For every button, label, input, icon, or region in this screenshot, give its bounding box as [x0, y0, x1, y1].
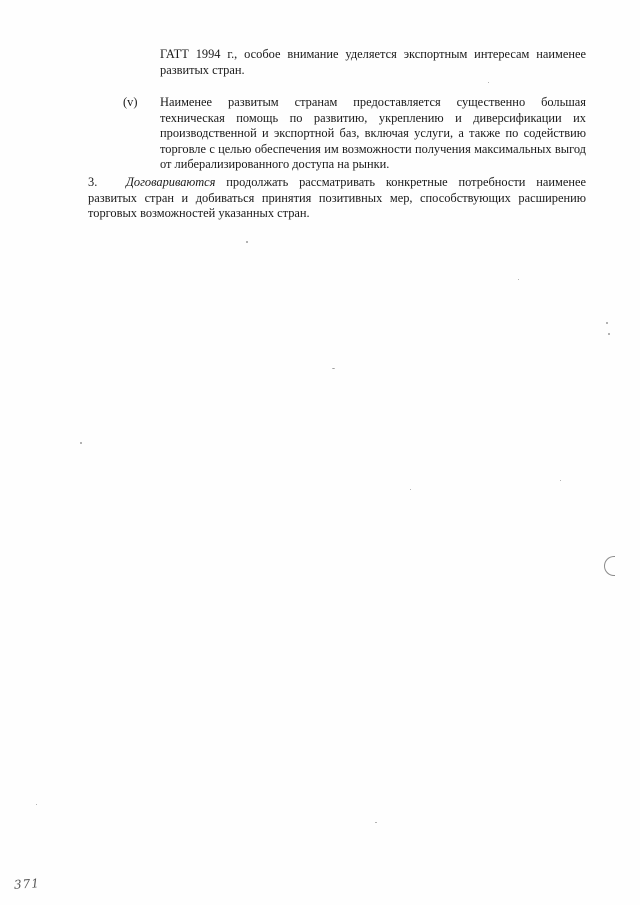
scan-artifact-mark — [604, 556, 615, 576]
scan-speck — [518, 279, 519, 280]
scan-speck — [606, 322, 608, 324]
handwritten-page-number: 371 — [13, 876, 41, 892]
scan-speck — [246, 241, 248, 243]
paragraph-lead-word: Договариваются — [126, 175, 216, 189]
paragraph-body: продолжать рассматривать конкретные потребности наименее развитых стран и добиваться принятия позитивных мер, способствующих расширению торговых возможностей указанных стран. — [88, 175, 586, 220]
item-marker: (v) — [123, 95, 138, 109]
paragraph-number: 3. — [88, 175, 98, 189]
scan-speck — [410, 489, 411, 490]
paragraph-3 — [88, 175, 586, 222]
scan-speck — [560, 480, 561, 481]
scan-speck — [36, 804, 37, 805]
scan-speck — [488, 82, 489, 83]
scan-speck — [375, 822, 377, 823]
scan-speck — [80, 442, 82, 444]
item-v-text: Наименее развитым странам предоставляется существенно большая техническая помощь по развитию, укреплению и диверсификации их производственной и экспортной баз, включая услуги, а также по содействию торговле с целью обеспечения им возможности получения максимальных выгод от либерализированного доступа на рынки. — [160, 95, 586, 171]
scan-speck — [608, 333, 610, 335]
scan-speck — [332, 368, 335, 369]
continuation-paragraph: ГАТТ 1994 г., особое внимание уделяется экспортным интересам наименее развитых стран. — [160, 47, 586, 77]
